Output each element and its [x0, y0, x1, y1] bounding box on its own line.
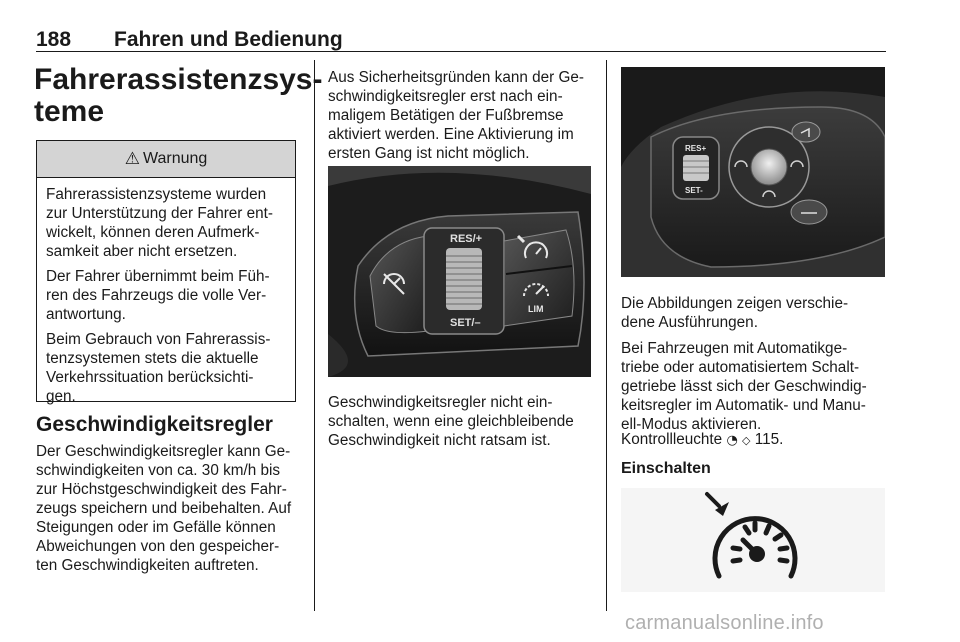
indicator-label: Kontrollleuchte — [621, 431, 723, 448]
res-label: RES/+ — [450, 233, 483, 245]
steering-wheel-controls-illustration — [328, 166, 591, 377]
header-rule — [36, 51, 886, 52]
cruise-control-symbol-panel — [621, 488, 885, 592]
res-label: RES+ — [685, 144, 707, 153]
warning-paragraph: Beim Gebrauch von Fahrerassis- tenzsystemen stets die aktuelle Verkehrssituation berücksichti- gen. — [46, 331, 271, 405]
body-paragraph: Aus Sicherheitsgründen kann der Ge- schwindigkeitsregler erst nach ein- maligem Betätigen der Fußbremse aktiviert werden. Eine Aktivierung im ersten Gang ist nicht möglich. — [328, 69, 584, 162]
body-paragraph: Geschwindigkeitsregler nicht ein- schalten, wenn eine gleichbleibende Geschwindigkeit nicht ratsam ist. — [328, 394, 574, 449]
indicator-reference — [621, 430, 885, 450]
page-reference[interactable]: 115. — [754, 431, 784, 448]
warning-triangle-icon: ⚠ — [124, 149, 140, 169]
subheading: Einschalten — [621, 460, 711, 477]
column-divider — [314, 60, 315, 611]
steering-wheel-variant-illustration — [621, 67, 885, 277]
column-divider — [606, 60, 607, 611]
body-paragraph: Der Geschwindigkeitsregler kann Ge- schwindigkeiten von ca. 30 km/h bis zur Höchstgeschwindigkeit des Fahr- zeugs speichern und beibehalten. Auf Steigungen oder im Gefälle können Abweichungen von den gespeicher- ten Geschwindigkeiten auftreten. — [36, 443, 292, 574]
warning-body — [46, 185, 294, 412]
set-label: SET- — [685, 186, 703, 195]
set-label: SET/– — [450, 317, 481, 329]
page-number: 188 — [36, 28, 72, 51]
body-paragraph: Die Abbildungen zeigen verschie- dene Ausführungen. — [621, 295, 849, 331]
running-header: Fahren und Bedienung — [114, 28, 343, 51]
lim-label: LIM — [528, 304, 544, 314]
body-paragraph: Bei Fahrzeugen mit Automatikge- triebe oder automatisiertem Schalt- getriebe lässt sich der Geschwindig- keitsregler im Automatik- und Manu- ell-Modus aktivieren. — [621, 340, 867, 433]
page-title: Fahrerassistenzsys- teme — [34, 63, 323, 128]
cruise-control-icon: ◔ — [726, 433, 738, 448]
warning-header — [37, 141, 295, 178]
warning-heading: Warnung — [142, 150, 208, 167]
page-ref-icon: ◇ — [742, 434, 751, 447]
cruise-control-icon — [621, 488, 885, 592]
section-heading: Geschwindigkeitsregler — [36, 413, 273, 436]
warning-box — [36, 140, 296, 405]
watermark: carmanualsonline.info — [625, 612, 824, 634]
warning-paragraph: Der Fahrer übernimmt beim Füh- ren des Fahrzeugs die volle Ver- antwortung. — [46, 268, 270, 323]
steering-wheel-controls-photo — [328, 166, 591, 377]
warning-paragraph: Fahrerassistenzsysteme wurden zur Unterstützung der Fahrer ent- wickelt, können deren Aufmerk- samkeit aber nicht ersetzen. — [46, 186, 274, 260]
steering-wheel-variant-photo — [621, 67, 885, 277]
